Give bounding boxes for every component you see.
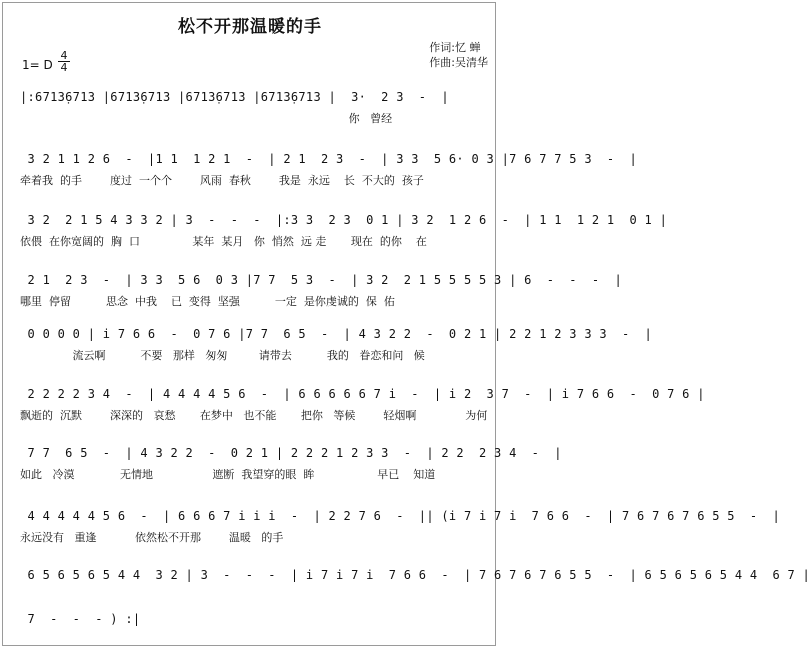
- notation-line: 6 5 6 5 6 5 4 4 3 2 | 3 - - - | i 7 i 7 i 7 6 6 - | 7 6 7 6 7 6 5 5 - | 6 5 6 5 6 5 4 4 6 7 |: [20, 568, 810, 582]
- song-title: 松不开那温暖的手: [178, 17, 322, 37]
- lyric-line: 如此 冷漠 无情地 遮断 我望穿的眼 眸 早已 知道: [20, 468, 436, 481]
- lyric-line: 你 曾经: [20, 112, 393, 125]
- notation-line: 2 2 2 2 3 4 - | 4 4 4 4 5 6 - | 6 6 6 6 6 7 i - | i 2 3 7 - | i 7 6 6 - 0 7 6 |: [20, 387, 705, 401]
- notation-line: 7 7 6 5 - | 4 3 2 2 - 0 2 1 | 2 2 2 1 2 3 3 - | 2 2 2 3 4 - |: [20, 446, 562, 460]
- lyric-line: 流云啊 不要 那样 匆匆 请带去 我的 眷恋和问 候: [20, 349, 425, 362]
- notation-line: 0 0 0 0 | i 7 6 6 - 0 7 6 |7 7 6 5 - | 4 3 2 2 - 0 2 1 | 2 2 1 2 3 3 3 - |: [20, 327, 653, 341]
- notation-line: 2 1 2 3 - | 3 3 5 6 0 3 |7 7 5 3 - | 3 2 2 1 5 5 5 5 3 | 6 - - - |: [20, 273, 622, 287]
- lyric-line: 依偎 在你宽阔的 胸 口 某年 某月 你 悄然 远 走 现在 的你 在: [20, 235, 427, 248]
- key-signature: 1= D: [22, 58, 53, 72]
- time-signature-top: 4: [60, 49, 68, 62]
- lyric-line: 飘逝的 沉默 深深的 哀愁 在梦中 也不能 把你 等候 轻烟啊 为何: [20, 409, 488, 422]
- notation-line: 7 - - - ) :|: [20, 612, 141, 626]
- composer: 作曲:吴清华: [429, 56, 488, 69]
- lyricist: 作词:忆 蝉: [429, 41, 481, 54]
- time-signature: [58, 50, 70, 73]
- time-signature-bottom: 4: [58, 61, 70, 73]
- lyric-line: 永远没有 重逢 依然松不开那 温暖 的手: [20, 531, 284, 544]
- notation-line: |:6713̣6713 |6713̣6713 |6713̣6713 |6713̣6713 | 3· 2 3 - |: [20, 90, 449, 104]
- lyric-line: 哪里 停留 思念 中我 已 变得 坚强 一定 是你虔诚的 保 佑: [20, 295, 395, 308]
- notation-line: 3 2 2 1 5 4 3 3 2 | 3 - - - |:3 3 2 3 0 1 | 3 2 1 2 6 - | 1 1 1 2 1 0 1 |: [20, 213, 668, 227]
- notation-line: 4 4 4 4 4 5 6 - | 6 6 6 7 i i i - | 2 2 7 6 - || (i 7 i 7 i 7 6 6 - | 7 6 7 6 7 6 5 5 - |: [20, 509, 780, 523]
- credits: [429, 40, 488, 70]
- notation-line: 3 2 1 1 2 6 - |1 1 1 2 1 - | 2 1 2 3 - | 3 3 5 6· 0 3 |7 6 7 7 5 3 - |: [20, 152, 638, 166]
- lyric-line: 牵着我 的手 度过 一个个 风雨 春秋 我是 永远 长 不大的 孩子: [20, 174, 424, 187]
